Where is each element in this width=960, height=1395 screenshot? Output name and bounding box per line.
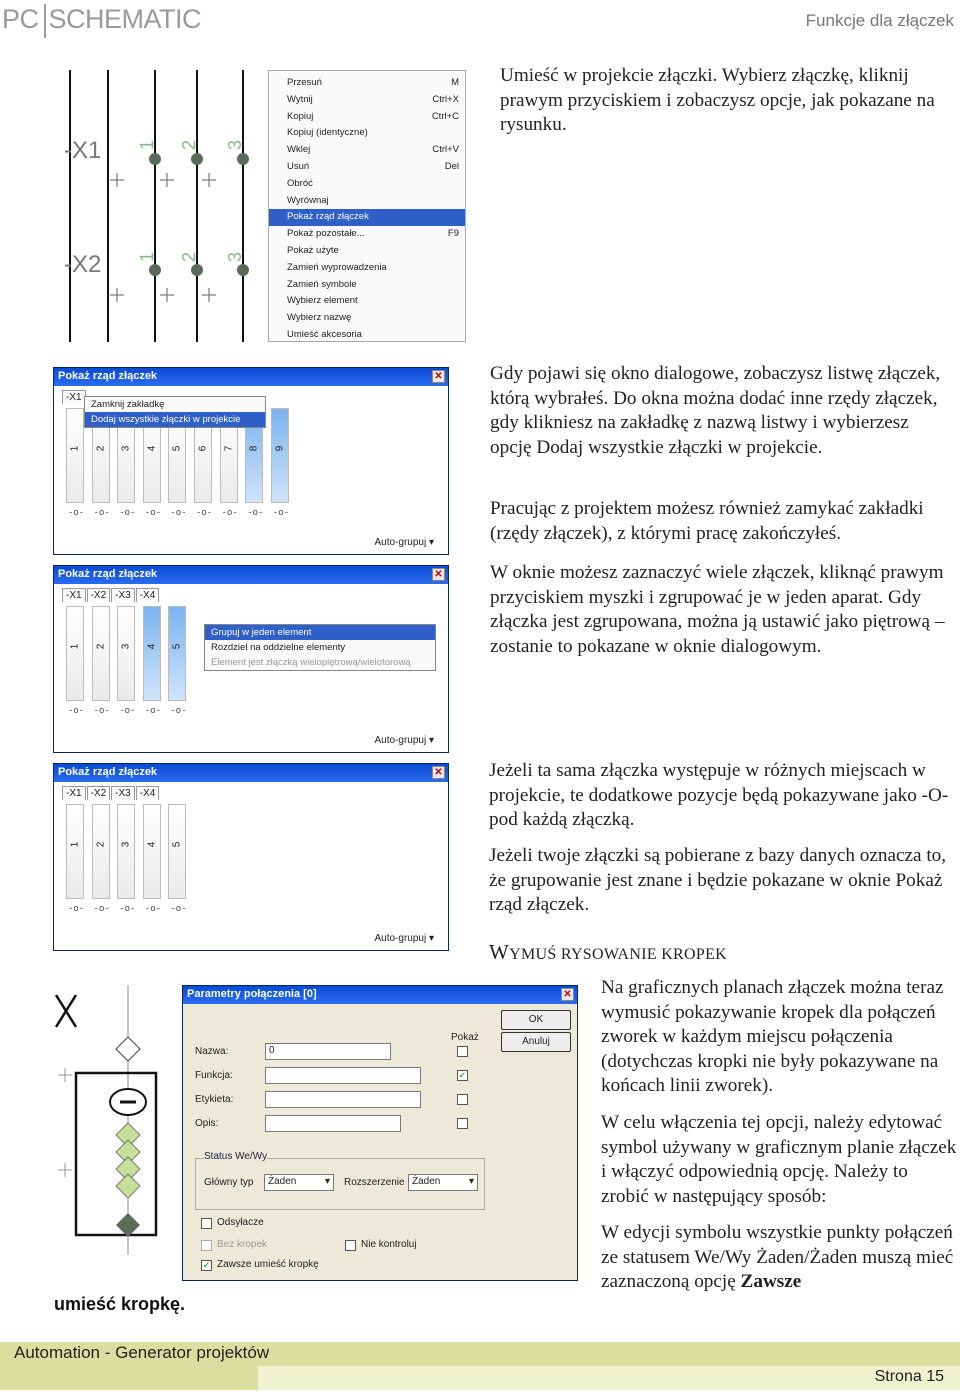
dots-text-1: Na graficznych planach złączek można teraz wymusić pokazywanie kropek dla połączeń zworek w każdym miejscu połączenia (dotychczas kropki nie były pokazywane na końcach linii zworek). [601,977,944,1097]
caption: umieść kropkę. [54,1294,186,1314]
auto-group-button[interactable]: Auto-grupuj ▾ [374,933,434,944]
main-type-select[interactable]: Żaden ▾ [264,1174,334,1191]
terminal-strip[interactable]: 2 [92,804,110,899]
params-title: Parametry połączenia [0] [187,988,317,1000]
connection-marker: -o- [93,904,110,914]
close-icon[interactable]: ✕ [432,568,445,581]
connection-marker: -o- [119,508,136,518]
desc-label: Opis: [195,1118,219,1129]
terminal-strip[interactable]: 3 [117,804,135,899]
context-menu [268,70,466,342]
context-menu-item[interactable]: Wybierz element [287,295,358,307]
t1b-label: 1 [137,251,157,262]
function-label: Funkcja: [195,1070,233,1081]
no-dots-checkbox[interactable] [201,1240,212,1251]
name-input[interactable]: 0 [265,1043,391,1060]
add-all-terminals-item[interactable]: Dodaj wszystkie złączki w projekcie [85,412,265,427]
tab-x3[interactable]: -X3 [111,786,135,800]
context-menu-item[interactable]: Kopiuj (identyczne) [287,127,368,139]
t3-label: 3 [225,139,245,150]
close-tab-item[interactable]: Zamknij zakładkę [91,399,165,410]
terminal-strip[interactable]: 1 [66,804,84,899]
terminal-strip[interactable]: 1 [66,408,84,503]
dots-text-3: W edycji symbolu wszystkie punkty połączeń ze statusem We/Wy Żaden/Żaden muszą mieć zaznaczoną opcję Zawsze [601,1222,954,1293]
connection-marker: -o- [144,508,161,518]
terminal-strip[interactable]: 9 [271,408,289,503]
context-menu-item[interactable]: Wklej Ctrl+V [287,144,459,156]
dialog-text-2: Pracując z projektem możesz również zamykać zakładki (rzędy złączek), z którymi pracę zakończyłeś. [490,498,924,544]
terminal-strip[interactable]: 2 [92,408,110,503]
dots-text-2: W celu włączenia tej opcji, należy edytować symbol używany w graficznym planie złączek i włączyć odpowiednią opcję. Należy to zrobić w następujący sposób: [601,1112,957,1207]
brand-logo [2,4,201,35]
connection-marker: -o- [68,706,85,716]
connection-marker: -o- [68,904,85,914]
desc-input[interactable] [265,1115,401,1132]
terminal-strip[interactable]: 5 [168,606,186,701]
symbol-drawing [48,985,168,1255]
main-type-label: Główny typ [204,1177,254,1188]
brand-pc: PC [2,4,39,34]
show-label-checkbox[interactable] [457,1094,468,1105]
context-menu-item[interactable]: Przesuń M [287,77,459,88]
dialog-terminal-row-3 [53,763,449,951]
close-icon[interactable]: ✕ [432,766,445,779]
xref-checkbox[interactable] [201,1218,212,1229]
t2b-label: 2 [179,251,199,262]
terminal-strip[interactable]: 7 [220,408,238,503]
connection-marker: -o- [170,904,187,914]
no-check-checkbox[interactable] [345,1240,356,1251]
terminal-schematic [60,70,272,342]
dialog3-title: Pokaż rząd złączek [58,766,158,778]
label-input[interactable] [265,1091,421,1108]
context-menu-item[interactable]: Zamień wyprowadzenia [287,261,387,273]
context-menu-item[interactable]: Pokaż rząd złączek [269,209,465,226]
terminal-strip[interactable]: 3 [117,606,135,701]
dialog2-title: Pokaż rząd złączek [58,568,158,580]
tab-context-menu [84,396,266,428]
function-input[interactable] [265,1067,421,1084]
terminal-strip[interactable]: 2 [92,606,110,701]
same-text-2: Jeżeli twoje złączki są pobierane z bazy danych oznacza to, że grupowanie jest znane i będzie pokazane w oknie Pokaż rząd złączek. [489,845,947,916]
row2-label: -X2 [64,251,102,278]
tab-x4[interactable]: -X4 [136,786,160,800]
multilevel-item[interactable]: Element jest złączką wielopiętrową/wielotorową [211,657,411,668]
terminal-strip[interactable]: 6 [194,408,212,503]
connection-marker: -o- [93,706,110,716]
close-icon[interactable]: ✕ [432,370,445,383]
group-item[interactable]: Grupuj w jeden element [205,625,435,640]
tab-x3[interactable]: -X3 [111,588,135,602]
same-text-1: Jeżeli ta sama złączka występuje w różnych miejscach w projekcie, te dodatkowe pozycje będą pokazywane jako -O- pod każdą złączką. [489,760,949,831]
context-menu-item[interactable]: Pokaż pozostałe... F9 [287,228,459,240]
tab-x2[interactable]: -X2 [87,786,111,800]
tab-x4[interactable]: -X4 [136,588,160,602]
dialog-terminal-row-2 [53,565,449,753]
context-menu-item[interactable]: Obróć [287,177,313,189]
always-dot-label: Zawsze umieść kropkę [217,1259,319,1270]
terminal-strip[interactable]: 4 [143,408,161,503]
footer-title: Automation - Generator projektów [14,1343,270,1362]
connection-marker: -o- [170,706,187,716]
context-menu-item[interactable]: Kopiuj Ctrl+C [287,110,459,122]
section-heading: WYMUŚ RYSOWANIE KROPEK [489,940,728,964]
xref-label: Odsyłacze [217,1217,264,1228]
label-label: Etykieta: [195,1094,234,1105]
status-group-label: Status We/Wy [204,1151,268,1162]
terminal-strip[interactable]: 1 [66,606,84,701]
group-text: W oknie możesz zaznaczyć wiele złączek, kliknąć prawym przyciskiem myszki i zgrupować je w jeden aparat. Gdy złączka jest zgrupowana, można ją ustawić jako piętrową – zostanie to pokazane w oknie dialogowym. [490,562,945,657]
tab-x1[interactable]: -X1 [62,390,86,404]
page-number: Strona 15 [874,1368,944,1385]
t3b-label: 3 [225,251,245,262]
context-menu-item[interactable]: Zamień symbole [287,278,357,290]
terminal-strip[interactable]: 3 [117,408,135,503]
context-menu-item[interactable]: Wyrównaj [287,194,329,206]
connection-marker: -o- [272,508,289,518]
dialog-terminal-row-1 [53,367,449,555]
t1-label: 1 [137,139,157,150]
show-label: Pokaż [451,1032,479,1043]
close-icon[interactable]: ✕ [561,988,574,1001]
terminal-strip[interactable]: 5 [168,408,186,503]
context-menu-item[interactable]: Wybierz nazwę [287,312,352,324]
footer-band [258,1366,960,1390]
connection-marker: -o- [119,706,136,716]
brand-divider [44,4,46,38]
cancel-button[interactable]: Anuluj [501,1032,571,1052]
context-menu-item[interactable]: Usuń Del [287,160,459,172]
intro-text: Umieść w projekcie złączki. Wybierz złączkę, kliknij prawym przyciskiem i zobaczysz opcje, jak pokazane na rysunku. [500,65,935,136]
ext-select[interactable]: Żaden ▾ [408,1174,478,1191]
row1-label: -X1 [64,137,102,164]
context-menu-item[interactable]: Pokaż użyte [287,244,339,256]
connection-marker: -o- [119,904,136,914]
connection-marker: -o- [170,508,187,518]
connection-marker: -o- [196,508,213,518]
connection-marker: -o- [144,904,161,914]
show-desc-checkbox[interactable] [457,1118,468,1129]
show-name-checkbox[interactable] [457,1046,468,1057]
tab-x2[interactable]: -X2 [87,588,111,602]
dialog1-title: Pokaż rząd złączek [58,370,158,382]
terminal-strip[interactable]: 8 [245,408,263,503]
always-word: Zawsze [740,1271,802,1293]
connection-marker: -o- [221,508,238,518]
context-menu-item[interactable]: Umieść akcesoria [287,328,362,340]
connection-marker: -o- [247,508,264,518]
context-menu-item[interactable]: Wytnij Ctrl+X [287,93,459,105]
connection-params-dialog [182,985,578,1281]
connection-marker: -o- [68,508,85,518]
connection-marker: -o- [93,508,110,518]
terminal-strip[interactable]: 4 [143,606,161,701]
chapter-title: Funkcje dla złączek [805,11,954,30]
terminal-strip[interactable]: 4 [143,804,161,899]
connection-marker: -o- [144,706,161,716]
t2-label: 2 [179,139,199,150]
terminal-strip[interactable]: 5 [168,804,186,899]
always-dot-checkbox[interactable]: ✓ [202,1260,211,1270]
tab-x1[interactable]: -X1 [62,786,86,800]
group-context-menu [204,624,436,671]
dialog-text-1: Gdy pojawi się okno dialogowe, zobaczysz listwę złączek, którą wybrałeś. Do okna można dodać inne rzędy złączek, gdy klikniesz na zakładkę z nazwą listwy i wybierzesz opcję Dodaj wszystkie złączki w projekcie. [490,363,941,458]
no-check-label: Nie kontroluj [361,1239,417,1250]
no-dots-label: Bez kropek [217,1239,268,1250]
ext-label: Rozszerzenie [344,1177,405,1188]
auto-group-button[interactable]: Auto-grupuj ▾ [374,537,434,548]
status-group [195,1151,485,1210]
name-label: Nazwa: [195,1046,229,1057]
split-item[interactable]: Rozdziel na oddzielne elementy [211,642,346,653]
brand-schematic: SCHEMATIC [48,4,202,34]
tab-x1[interactable]: -X1 [62,588,86,602]
auto-group-button[interactable]: Auto-grupuj ▾ [374,735,434,746]
show-function-checkbox[interactable]: ✓ [458,1070,467,1080]
ok-button[interactable]: OK [501,1010,571,1030]
